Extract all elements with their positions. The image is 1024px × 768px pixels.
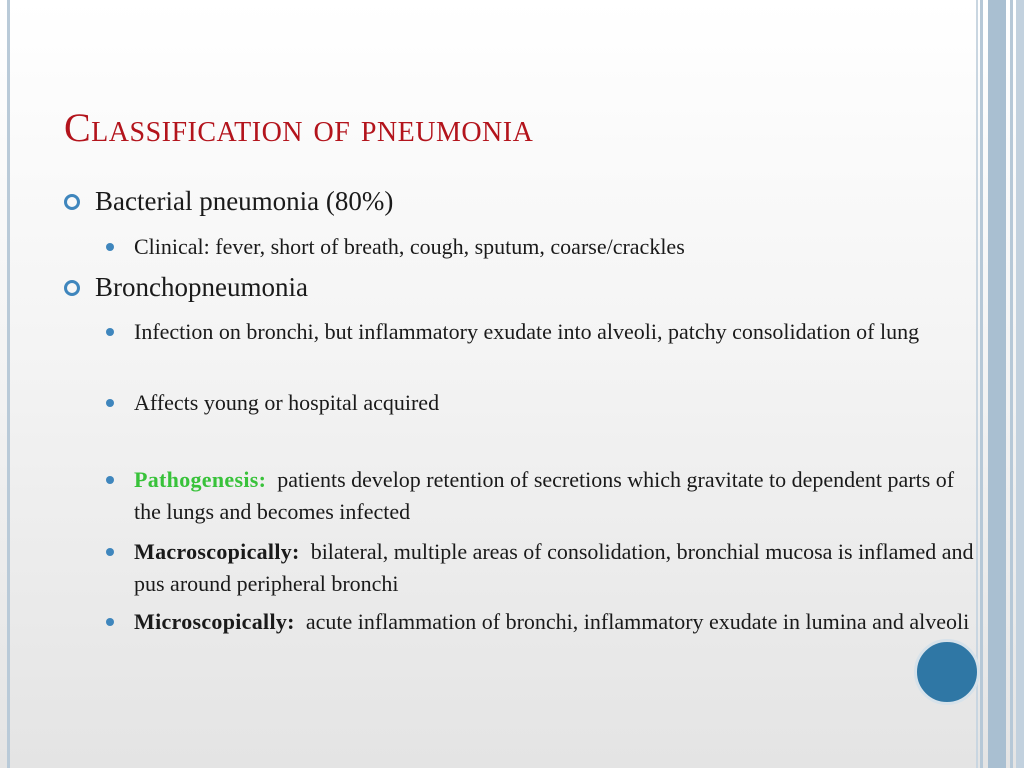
bullet-bronchopneumonia [64,272,308,303]
sub-bullet-affects [106,387,984,419]
microscopically-label: Microscopically: [134,609,295,634]
sub-bullet-macroscopically [106,536,984,600]
dot-bullet-icon [106,548,114,556]
ring-bullet-icon [64,280,80,296]
macroscopically-label: Macroscopically: [134,539,300,564]
pathogenesis-label: Pathogenesis: [134,467,267,492]
sub-bullet-text: Infection on bronchi, but inflammatory exudate into alveoli, patchy consolidation of lung [134,319,920,344]
sub-bullet-text: Clinical: fever, short of breath, cough, sputum, coarse/crackles [134,234,685,259]
sub-bullet-pathogenesis [106,464,984,528]
dot-bullet-icon [106,399,114,407]
ring-bullet-icon [64,194,80,210]
bullet-text: Bacterial pneumonia (80%) [95,186,394,216]
sub-bullet-text: Affects young or hospital acquired [134,390,440,415]
sub-bullet-clinical [106,231,984,263]
dot-bullet-icon [106,618,114,626]
sub-bullet-infection [106,316,984,348]
sub-bullet-text: bilateral, multiple areas of consolidation, bronchial mucosa is inflamed and pus around peripheral bronchi [134,539,974,596]
dot-bullet-icon [106,243,114,251]
bullet-bacterial-pneumonia [64,186,393,217]
sub-bullet-text: acute inflammation of bronchi, inflammatory exudate in lumina and alveoli [305,609,970,634]
dot-bullet-icon [106,328,114,336]
left-border-rule [7,0,10,768]
right-decorative-stripes [976,0,1024,768]
dot-bullet-icon [106,476,114,484]
bullet-text: Bronchopneumonia [95,272,308,302]
decorative-circle [914,639,980,705]
sub-bullet-text: patients develop retention of secretions which gravitate to dependent parts of the lungs and becomes infected [134,467,955,524]
sub-bullet-microscopically [106,606,984,638]
slide-title: Classification of pneumonia [64,105,534,150]
